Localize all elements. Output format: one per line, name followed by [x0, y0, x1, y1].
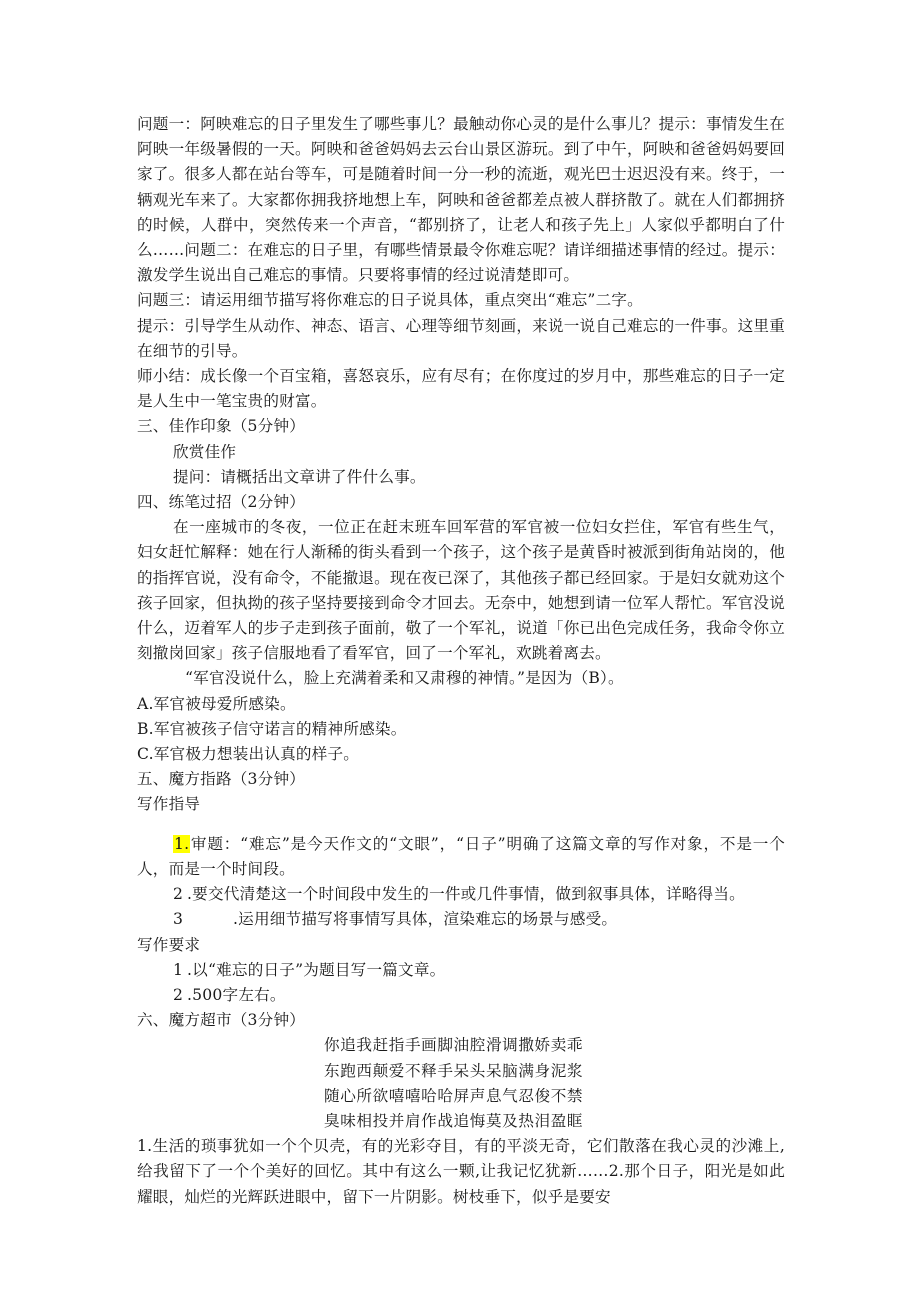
guide-item-2 — [137, 882, 785, 907]
section-six-title: 六、魔方超市（3分钟） — [137, 1011, 306, 1030]
guide-item-1-text: 审题：“难忘”是今天作文的“文眼”，“日子”明确了这篇文章的写作对象，不是一个人，而是一个时间段。 — [137, 834, 785, 878]
requirement-2-text: .500字左右。 — [187, 985, 286, 1004]
question-three: 问题三：请运用细节描写将你难忘的日子说具体，重点突出“难忘”二字。 — [137, 291, 643, 310]
guide-item-3-text: .运用细节描写将事情写具体，渲染难忘的场景与感受。 — [233, 910, 618, 929]
question-three-hint: 提示：引导学生从动作、神态、语言、心理等细节刻画，来说一说自己难忘的一件事。这里重在细节的引导。 — [137, 316, 785, 360]
section-five-title: 五、魔方指路（3分钟） — [137, 770, 306, 789]
question-one-paragraph: 问题一：阿映难忘的日子里发生了哪些事儿？最触动你心灵的是什么事儿？提示：事情发生在阿映一年级暑假的一天。阿映和爸爸妈妈去云台山景区游玩。到了中午，阿映和爸爸妈妈要回家了。很多人都在站台等车，可是随着时间一分一秒的流逝，观光巴士迟迟没有来。终于，一辆观光车来了。大家都你拥我挤地想上车，阿映和爸爸都差点被人群挤散了。就在人们都拥挤的时候，人群中，突然传来一个声音，“都别挤了，让老人和孩子先上」人家似乎都明白了什么……问题二：在难忘的日子里，有哪些情景最令你难忘呢？请详细描述事情的经过。提示：激发学生说出自己难忘的事情。只要将事情的经过说清楚即可。 — [137, 115, 785, 285]
example-openings-paragraph: 1.生活的琐事犹如一个个贝壳，有的光彩夺目，有的平淡无奇，它们散落在我心灵的沙滩上,给我留下了一个个美好的回忆。其中有这么一颗,让我记忆犹新……2.那个日子，阳光是如此耀眼，灿烂的光辉跃进眼中，留下一片阴影。树枝垂下，似乎是要安 — [137, 1137, 785, 1206]
word-bank — [137, 1033, 785, 1134]
guide-item-3 — [137, 907, 785, 932]
section-three-line-2: 提问：请概括出文章讲了件什么事。 — [173, 467, 426, 486]
option-b: B.军官被孩子信守诺言的精神所感染。 — [137, 719, 407, 738]
document-page — [137, 112, 785, 1210]
requirement-2-number: 2 — [173, 985, 184, 1004]
option-c: C.军官极力想装出认真的样子。 — [137, 745, 360, 764]
section-three-line-1: 欣赏佳作 — [173, 442, 237, 461]
guide-item-1-number: 1. — [174, 834, 190, 853]
requirement-1-number: 1 — [173, 960, 184, 979]
guide-item-2-number: 2 — [173, 885, 184, 904]
teacher-summary: 师小结：成长像一个百宝箱，喜怒哀乐，应有尽有；在你度过的岁月中，那些难忘的日子一定是人生中一笔宝贵的财富。 — [137, 367, 785, 411]
writing-requirements-title: 写作要求 — [137, 935, 201, 954]
writing-guide-title: 写作指导 — [137, 795, 201, 814]
section-four-story: 在一座城市的冬夜，一位正在赶末班车回军营的军官被一位妇女拦住，军官有些生气，妇女赶忙解释：她在行人渐稀的街头看到一个孩子，这个孩子是黄昏时被派到街角站岗的，他的指挥官说，没有命令，不能撤退。现在夜已深了，其他孩子都已经回家。于是妇女就劝这个孩子回家，但执拗的孩子坚持要接到命令才回去。无奈中，她想到请一位军人帮忙。军官没说什么，迈着军人的步子走到孩子面前，敬了一个军礼，说道「你已出色完成任务，我命令你立刻撤岗回家」孩子信服地看了看军官，回了一个军礼，欢跳着离去。 — [137, 518, 785, 663]
section-three-title: 三、佳作印象（5分钟） — [137, 417, 306, 436]
word-bank-line: 臭味相投并肩作战追悔莫及热泪盈眶 — [324, 1111, 584, 1130]
section-four-question: “军官没说什么，脸上充满着柔和又肃穆的神情。”是因为（B）。 — [185, 669, 624, 688]
requirement-2 — [137, 983, 785, 1008]
guide-item-3-number: 3 — [173, 910, 184, 929]
word-bank-line: 随心所欲嘻嘻哈哈屏声息气忍俊不禁 — [324, 1086, 584, 1105]
guide-item-1 — [137, 832, 785, 882]
section-four-title: 四、练笔过招（2分钟） — [137, 493, 306, 512]
option-a: A.军官被母爱所感染。 — [137, 694, 296, 713]
word-bank-line: 东跑西颠爱不释手呆头呆脑满身泥浆 — [324, 1061, 584, 1080]
requirement-1 — [137, 958, 785, 983]
requirement-1-text: .以“难忘的日子”为题目写一篇文章。 — [187, 960, 446, 979]
guide-item-2-text: .要交代清楚这一个时间段中发生的一件或几件事情，做到叙事具体，详略得当。 — [187, 885, 745, 904]
word-bank-line: 你追我赶指手画脚油腔滑调撒娇卖乖 — [324, 1036, 584, 1055]
